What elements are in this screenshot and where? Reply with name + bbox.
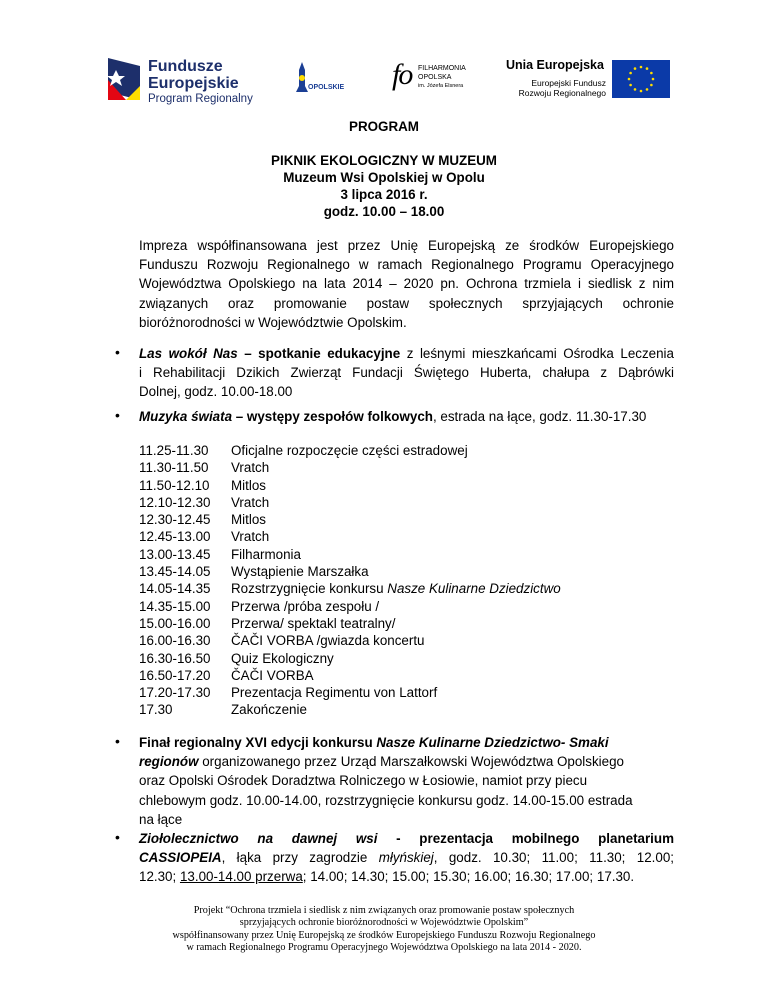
bullet4-l2a: , łąka przy zagrodzie xyxy=(221,850,379,866)
schedule-time: 11.30-11.50 xyxy=(139,460,209,476)
schedule-event-text: Quiz Ekologiczny xyxy=(231,650,334,666)
schedule-row xyxy=(139,632,561,649)
bullet-final-konkursu xyxy=(139,733,674,829)
schedule-row xyxy=(139,598,561,615)
eu-star-icon xyxy=(628,78,631,81)
intro-paragraph xyxy=(139,236,674,332)
schedule-event xyxy=(231,684,437,701)
eu-star-icon xyxy=(646,67,649,70)
bullet-icon: • xyxy=(115,829,120,845)
event-hours: godz. 10.00 – 18.00 xyxy=(323,204,445,219)
schedule-event xyxy=(231,615,395,632)
schedule-event-italic: Nasze Kulinarne Dziedzictwo xyxy=(387,581,561,597)
eu-star-icon xyxy=(629,72,632,75)
bullet2-rest: , estrada na łące, godz. 11.30-17.30 xyxy=(432,409,647,424)
eu-star-icon xyxy=(640,90,643,93)
schedule-time: 16.30-16.50 xyxy=(139,650,211,666)
bullet4-l3c: ; 14.00; 14.30; 15.00; 15.30; 16.00; 16.30; 17.00; 17.30. xyxy=(302,869,635,885)
event-date: 3 lipca 2016 r. xyxy=(340,187,428,202)
event-title: PIKNIK EKOLOGICZNY W MUZEUM xyxy=(271,153,497,168)
schedule-event xyxy=(231,701,307,718)
schedule-event-text: Vratch xyxy=(231,529,270,545)
ue-line1: Europejski Fundusz xyxy=(531,78,606,88)
filharmonia-logo-text xyxy=(418,64,466,91)
schedule-event xyxy=(231,442,468,459)
schedule-event-text: Vratch xyxy=(231,494,270,510)
schedule-time: 17.30 xyxy=(139,702,173,718)
schedule-time: 17.20-17.30 xyxy=(139,685,211,701)
eu-star-icon xyxy=(652,78,655,81)
schedule-row xyxy=(139,667,561,684)
schedule-row xyxy=(139,580,561,597)
eu-star-icon xyxy=(629,84,632,87)
schedule-time: 14.35-15.00 xyxy=(139,598,211,614)
schedule-time: 11.25-11.30 xyxy=(139,443,209,458)
eu-star-icon xyxy=(650,84,653,87)
schedule-time: 11.50-12.10 xyxy=(139,477,210,493)
schedule-time: 16.50-17.20 xyxy=(139,667,211,683)
schedule-event-text: Zakończenie xyxy=(231,702,307,718)
bullet3-line5: na łące xyxy=(139,811,183,827)
schedule-event xyxy=(231,494,269,511)
bullet-icon: • xyxy=(115,407,120,423)
schedule-event xyxy=(231,598,379,615)
eu-star-icon xyxy=(646,88,649,91)
schedule-row xyxy=(139,528,561,545)
schedule-time: 13.45-14.05 xyxy=(139,564,211,580)
schedule-event-text: Prezentacja Regimentu von Lattorf xyxy=(231,685,438,701)
bullet-muzyka-swiata xyxy=(139,407,674,426)
schedule-time: 12.30-12.45 xyxy=(139,512,211,528)
bullet3-line4: chlebowym godz. 10.00-14.00, rozstrzygnięcie konkursu godz. 14.00-15.00 estrada xyxy=(139,792,633,808)
filharmonia-mark: fo xyxy=(392,58,412,91)
bullet4-t3: CASSIOPEIA xyxy=(139,850,222,866)
bullet1-line2: i Rehabilitacji Dzikich Zwierząt Fundacji Świętego Huberta, chałupa z Dąbrówki xyxy=(139,365,674,381)
schedule-event xyxy=(231,563,369,580)
schedule-event xyxy=(231,632,425,649)
ue-title: Unia Europejska xyxy=(506,58,604,72)
schedule-row xyxy=(139,701,561,718)
bullet3-t1: Finał regionalny XVI edycji konkursu xyxy=(139,735,377,750)
schedule-event xyxy=(231,667,314,684)
schedule-time: 14.05-14.35 xyxy=(139,581,211,597)
bullet1-title-italic: Las wokół Nas xyxy=(139,346,238,361)
schedule-event-text: Wystąpienie Marszałka xyxy=(231,564,369,580)
filharmonia-line3: im. Józefa Elsnera xyxy=(418,83,464,89)
schedule-event-text: Vratch xyxy=(231,460,270,476)
schedule-row xyxy=(139,477,561,494)
schedule-event xyxy=(231,546,301,563)
schedule-event-text: Mitlos xyxy=(231,477,266,493)
ue-line2: Rozwoju Regionalnego xyxy=(518,88,606,98)
footer-line: współfinansowany przez Unię Europejską ze środków Europejskiego Funduszu Rozwoju Regionalnego xyxy=(172,929,596,941)
footer-line: sprzyjających ochronie bioróżnorodności w Województwie Opolskim” xyxy=(239,917,529,929)
intro-line: Funduszu Rozwoju Regionalnego w ramach Regionalnego Programu Operacyjnego xyxy=(139,257,674,273)
bullet3-line2: organizowanego przez Urząd Marszałkowski Województwa Opolskiego xyxy=(198,754,624,770)
schedule-row xyxy=(139,494,561,511)
bullet3-t3: regionów xyxy=(139,754,199,770)
bullet1-line3: Dolnej, godz. 10.00-18.00 xyxy=(139,384,293,400)
opolskie-logo-text: OPOLSKIE xyxy=(308,84,345,91)
fundusze-line3: Program Regionalny xyxy=(148,93,253,105)
schedule-event-text: Filharmonia xyxy=(231,546,301,562)
bullet-icon: • xyxy=(115,344,120,360)
event-venue: Muzeum Wsi Opolskiej w Opolu xyxy=(283,170,485,185)
schedule-time: 15.00-16.00 xyxy=(139,615,211,631)
fundusze-europejskie-flag-icon xyxy=(104,56,144,104)
bullet2-title-italic: Muzyka świata xyxy=(139,409,233,424)
filharmonia-line2: OPOLSKA xyxy=(418,74,452,81)
schedule-row xyxy=(139,546,561,563)
schedule-event-text: ČAČI VORBA /gwiazda koncertu xyxy=(231,633,425,649)
fundusze-line1: Fundusze xyxy=(148,58,223,75)
eu-star-icon xyxy=(634,88,637,91)
schedule-row xyxy=(139,459,561,476)
intro-line: bioróżnorodności w Województwie Opolskim. xyxy=(139,314,407,330)
bullet4-l2b: młyńskiej xyxy=(378,850,434,866)
schedule-row xyxy=(139,650,561,667)
bullet4-break-underlined: 13.00-14.00 przerwa xyxy=(179,869,303,885)
schedule-time: 12.10-12.30 xyxy=(139,494,211,510)
ue-subtitle xyxy=(506,78,606,98)
bullet4-l3a: 12.30; xyxy=(139,869,180,885)
schedule-event-text: Rozstrzygnięcie konkursu xyxy=(231,581,388,597)
program-label: PROGRAM xyxy=(349,119,419,134)
bullet4-t2: - prezentacja mobilnego planetarium xyxy=(377,831,674,846)
bullet4-t1: Ziołolecznictwo na dawnej wsi xyxy=(139,831,378,846)
schedule-row xyxy=(139,615,561,632)
bullet-ziololecznictwo xyxy=(139,829,674,887)
bullet1-line1: z leśnymi mieszkańcami Ośrodka Leczenia xyxy=(400,346,674,361)
bullet-las-wokol-nas xyxy=(139,344,674,402)
eu-star-icon xyxy=(640,66,643,69)
schedule-time: 16.00-16.30 xyxy=(139,633,211,649)
schedule-event xyxy=(231,459,269,476)
intro-line: Impreza współfinansowana jest przez Unię Europejską ze środków Europejskiego xyxy=(139,238,674,253)
schedule-event xyxy=(231,580,561,597)
fundusze-line2: Europejskie xyxy=(148,75,239,92)
intro-line: Województwa Opolskiego na lata 2014 – 2020 pn. Ochrona trzmiela i siedlisk z nim xyxy=(139,276,674,292)
schedule-row xyxy=(139,684,561,701)
eu-flag-icon xyxy=(612,60,670,98)
schedule-row xyxy=(139,442,561,459)
schedule-row xyxy=(139,511,561,528)
bullet4-l2c: , godz. 10.30; 11.00; 11.30; 12.00; xyxy=(433,850,674,866)
footer-line: Projekt “Ochrona trzmiela i siedlisk z nim związanych oraz promowanie postaw społecznych xyxy=(193,905,575,916)
schedule-event-text: Przerwa /próba zespołu / xyxy=(231,598,380,614)
intro-line: związanych oraz promowanie postaw społecznych sprzyjających ochronie xyxy=(139,295,674,311)
filharmonia-line1: FILHARMONIA xyxy=(418,65,466,72)
footer-note xyxy=(0,905,768,955)
schedule-event xyxy=(231,650,334,667)
footer-line: w ramach Regionalnego Programu Operacyjnego Województwa Opolskiego na lata 2014 - 2020. xyxy=(186,942,582,954)
eu-star-icon xyxy=(650,72,653,75)
schedule-event-text: Mitlos xyxy=(231,512,266,528)
schedule-time: 13.00-13.45 xyxy=(139,546,211,562)
schedule-list xyxy=(139,442,561,719)
schedule-event xyxy=(231,477,266,494)
bullet3-line3: oraz Opolski Ośrodek Doradztwa Rolniczego w Łosiowie, namiot przy piecu xyxy=(139,773,588,789)
bullet-icon: • xyxy=(115,733,120,749)
schedule-event xyxy=(231,528,269,545)
schedule-event xyxy=(231,511,266,528)
eu-star-icon xyxy=(634,67,637,70)
fundusze-logo-text xyxy=(148,58,239,92)
schedule-event-text: Przerwa/ spektakl teatralny/ xyxy=(231,615,396,631)
schedule-event-text: Oficjalne rozpoczęcie części estradowej xyxy=(231,443,468,458)
schedule-time: 12.45-13.00 xyxy=(139,529,211,545)
schedule-row xyxy=(139,563,561,580)
schedule-event-text: ČAČI VORBA xyxy=(231,667,314,683)
bullet1-title-rest: – spotkanie edukacyjne xyxy=(237,346,401,361)
bullet2-title-rest: – występy zespołów folkowych xyxy=(232,409,433,424)
bullet3-t2: Nasze Kulinarne Dziedzictwo- Smaki xyxy=(376,735,609,750)
